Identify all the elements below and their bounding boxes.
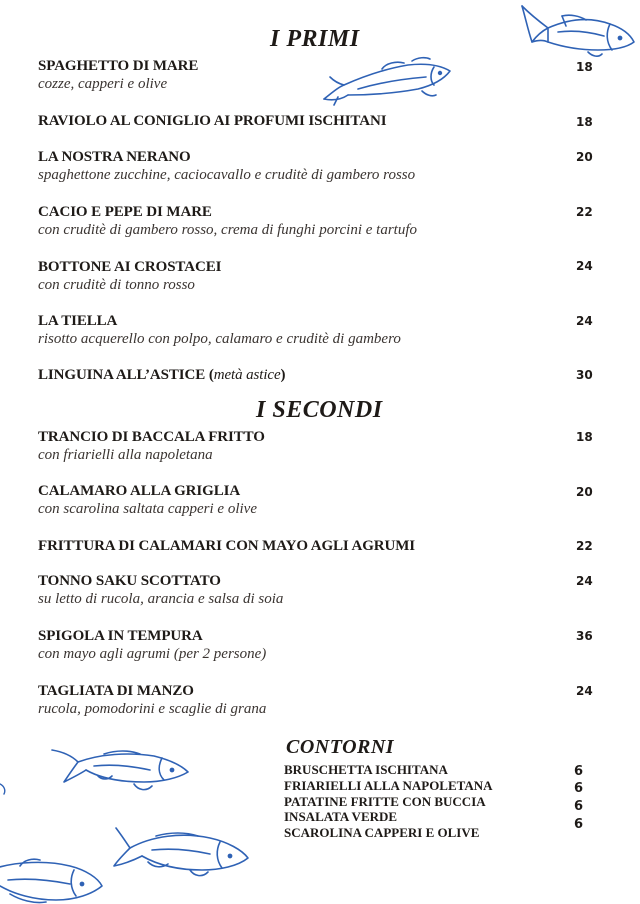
menu-item xyxy=(38,428,598,464)
item-price: 24 xyxy=(576,259,593,273)
item-price: 36 xyxy=(576,629,593,643)
item-description: su letto di rucola, arancia e salsa di soia xyxy=(38,591,284,607)
item-description: risotto acquerello con polpo, calamaro e cruditè di gambero xyxy=(38,331,401,347)
item-name: TRANCIO DI BACCALA FRITTO xyxy=(38,429,265,445)
item-description: con scarolina saltata capperi e olive xyxy=(38,501,257,517)
item-name xyxy=(38,366,598,384)
menu-item xyxy=(38,366,598,384)
section-title-secondi: I SECONDI xyxy=(256,397,383,423)
contorni-item: BRUSCHETTA ISCHITANA xyxy=(284,762,448,777)
item-name: RAVIOLO AL CONIGLIO AI PROFUMI ISCHITANI xyxy=(38,113,387,129)
item-price: 30 xyxy=(576,368,593,382)
menu-item xyxy=(38,482,598,518)
item-name-note: metà astice xyxy=(213,367,281,383)
item-description: con cruditè di tonno rosso xyxy=(38,277,195,293)
menu-item xyxy=(38,627,598,663)
item-name-paren-close: ) xyxy=(280,367,286,383)
item-name: FRITTURA DI CALAMARI CON MAYO AGLI AGRUMI xyxy=(38,538,416,554)
contorni-price: 6 xyxy=(574,799,584,814)
item-description: spaghettone zucchine, caciocavallo e cruditè di gambero rosso xyxy=(38,167,416,183)
contorni-item: FRIARIELLI ALLA NAPOLETANA xyxy=(284,778,493,793)
item-name: CACIO E PEPE DI MARE xyxy=(38,204,212,220)
item-description: con cruditè di gambero rosso, crema di funghi porcini e tartufo xyxy=(38,222,417,238)
section-title-primi: I PRIMI xyxy=(270,26,360,52)
item-price: 24 xyxy=(576,574,593,588)
item-name: LA NOSTRA NERANO xyxy=(38,149,191,165)
fish-icon xyxy=(112,826,252,878)
menu-item xyxy=(38,572,598,608)
fish-icon xyxy=(518,2,640,60)
item-name: SPAGHETTO DI MARE xyxy=(38,58,199,74)
contorni-price: 6 xyxy=(574,764,584,779)
item-name-text: LINGUINA ALL’ASTICE xyxy=(38,367,206,383)
item-price: 24 xyxy=(576,314,593,328)
contorni-item: SCAROLINA CAPPERI E OLIVE xyxy=(284,825,480,840)
item-name: SPIGOLA IN TEMPURA xyxy=(38,628,203,644)
contorni-price: 6 xyxy=(574,781,584,796)
item-description: cozze, capperi e olive xyxy=(38,76,168,92)
contorni-item: INSALATA VERDE xyxy=(284,809,398,824)
item-description: con mayo agli agrumi (per 2 persone) xyxy=(38,646,267,662)
item-name-paren-open: ( xyxy=(205,367,214,383)
menu-item xyxy=(38,312,598,348)
item-name: TONNO SAKU SCOTTATO xyxy=(38,573,221,589)
fish-icon xyxy=(50,746,190,792)
item-price: 18 xyxy=(576,115,593,129)
item-price: 20 xyxy=(576,485,593,499)
fish-icon xyxy=(0,858,106,904)
menu-item xyxy=(38,57,598,93)
item-name: LA TIELLA xyxy=(38,313,118,329)
item-description: con friarielli alla napoletana xyxy=(38,447,213,463)
menu-item xyxy=(38,537,598,555)
fish-icon xyxy=(0,782,8,796)
menu-item xyxy=(38,112,598,130)
contorni-price: 6 xyxy=(574,817,584,832)
item-name: TAGLIATA DI MANZO xyxy=(38,683,194,699)
item-price: 22 xyxy=(576,205,593,219)
item-price: 18 xyxy=(576,430,593,444)
item-name: CALAMARO ALLA GRIGLIA xyxy=(38,483,241,499)
item-description: rucola, pomodorini e scaglie di grana xyxy=(38,701,267,717)
item-price: 20 xyxy=(576,150,593,164)
item-price: 22 xyxy=(576,539,593,553)
contorni-item: PATATINE FRITTE CON BUCCIA xyxy=(284,794,486,809)
item-price: 24 xyxy=(576,684,593,698)
menu-item xyxy=(38,203,598,239)
menu-item xyxy=(38,148,598,184)
item-price: 18 xyxy=(576,60,593,74)
menu-item xyxy=(38,682,598,718)
menu-item xyxy=(38,258,598,294)
item-name: BOTTONE AI CROSTACEI xyxy=(38,259,222,275)
section-title-contorni: CONTORNI xyxy=(286,736,395,758)
